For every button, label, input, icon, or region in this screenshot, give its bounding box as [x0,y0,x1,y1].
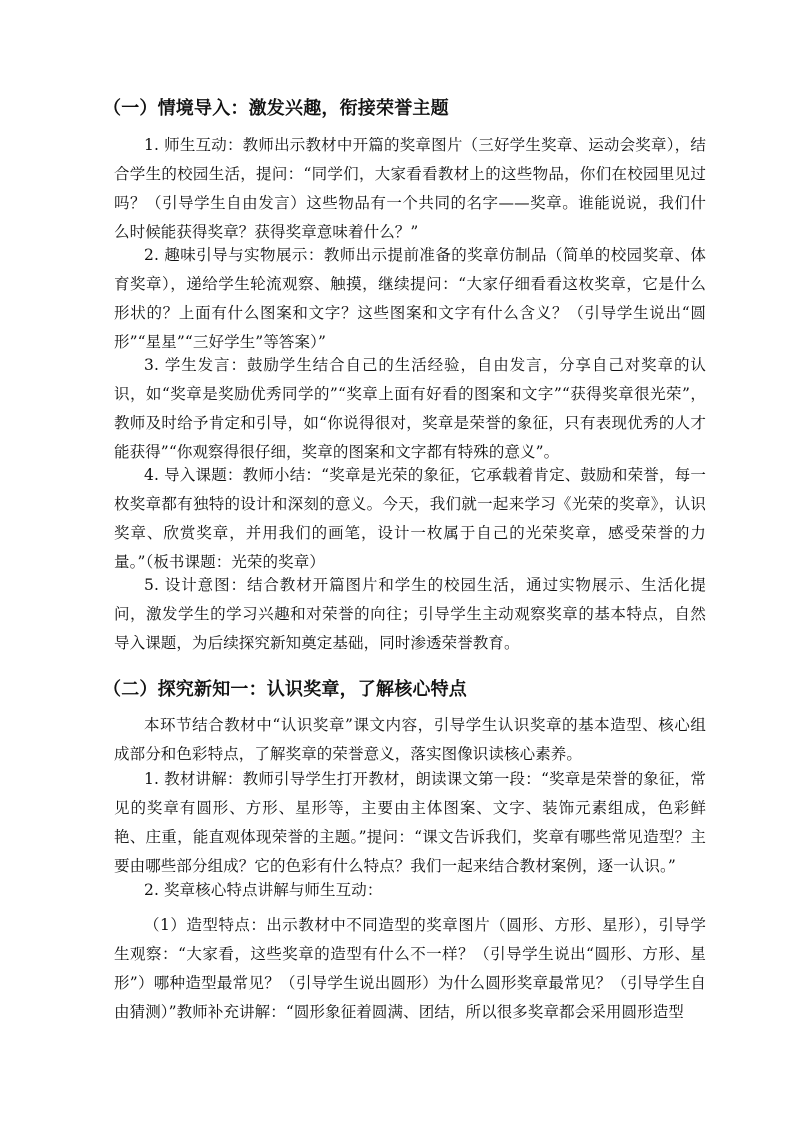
section-1-paragraph-3: 3. 学生发言：鼓励学生结合自己的生活经验，自由发言，分享自己对奖章的认识，如“奖章是奖励优秀同学的”“奖章上面有好看的图案和文字”“获得奖章很光荣”，教师及时给予肯定和引导，如“你说得很对，奖章是荣誉的象征，只有表现优秀的人才能获得”“你观察得很仔细，奖章的图案和文字都有特殊的意义”。 [114,356,706,461]
section-2-paragraph-2: 1. 教材讲解：教师引导学生打开教材，朗读课文第一段：“奖章是荣誉的象征，常见的奖章有圆形、方形、星形等，主要由主体图案、文字、装饰元素组成，色彩鲜艳、庄重，能直观体现荣誉的主题。”提问：“课文告诉我们，奖章有哪些常见造型？主要由哪些部分组成？它的色彩有什么特点？我们一起来结合教材案例，逐一认识。” [114,770,706,875]
section-1-paragraph-2: 2. 趣味引导与实物展示：教师出示提前准备的奖章仿制品（简单的校园奖章、体育奖章），递给学生轮流观察、触摸，继续提问：“大家仔细看看这枚奖章，它是什么形状的？上面有什么图案和文字？这些图案和文字有什么含义？（引导学生说出“圆形”“星星”“三好学生”等答案）” [114,246,706,351]
section-1-paragraph-4: 4. 导入课题：教师小结：“奖章是光荣的象征，它承载着肯定、鼓励和荣誉，每一枚奖章都有独特的设计和深刻的意义。今天，我们就一起来学习《光荣的奖章》，认识奖章、欣赏奖章，并用我们的画笔，设计一枚属于自己的光荣奖章，感受荣誉的力量。”（板书课题：光荣的奖章） [114,466,706,571]
section-1-paragraph-5: 5. 设计意图：结合教材开篇图片和学生的校园生活，通过实物展示、生活化提问，激发学生的学习兴趣和对荣誉的向往；引导学生主动观察奖章的基本特点，自然导入课题，为后续探究新知奠定基础，同时渗透荣誉教育。 [114,576,706,652]
section-2-paragraph-4: （1）造型特点：出示教材中不同造型的奖章图片（圆形、方形、星形），引导学生观察：“大家看，这些奖章的造型有什么不一样？（引导学生说出“圆形、方形、星形”）哪种造型最常见？（引导学生说出圆形）为什么圆形奖章最常见？（引导学生自由猜测）”教师补充讲解：“圆形象征着圆满、团结，所以很多奖章都会采用圆形造型 [114,916,706,1021]
section-2-paragraph-3: 2. 奖章核心特点讲解与师生互动： [144,881,383,899]
section-2-heading: （二）探究新知一：认识奖章，了解核心特点 [103,679,467,700]
section-2-paragraph-1: 本环节结合教材中“认识奖章”课文内容，引导学生认识奖章的基本造型、核心组成部分和色彩特点，了解奖章的荣誉意义，落实图像识读核心素养。 [114,716,706,763]
section-1-paragraph-1: 1. 师生互动：教师出示教材中开篇的奖章图片（三好学生奖章、运动会奖章），结合学生的校园生活，提问：“同学们，大家看看教材上的这些物品，你们在校园里见过吗？（引导学生自由发言）这些物品有一个共同的名字——奖章。谁能说说，我们什么时候能获得奖章？获得奖章意味着什么？” [114,136,706,241]
section-1-heading: （一）情境导入：激发兴趣，衔接荣誉主题 [103,98,449,119]
